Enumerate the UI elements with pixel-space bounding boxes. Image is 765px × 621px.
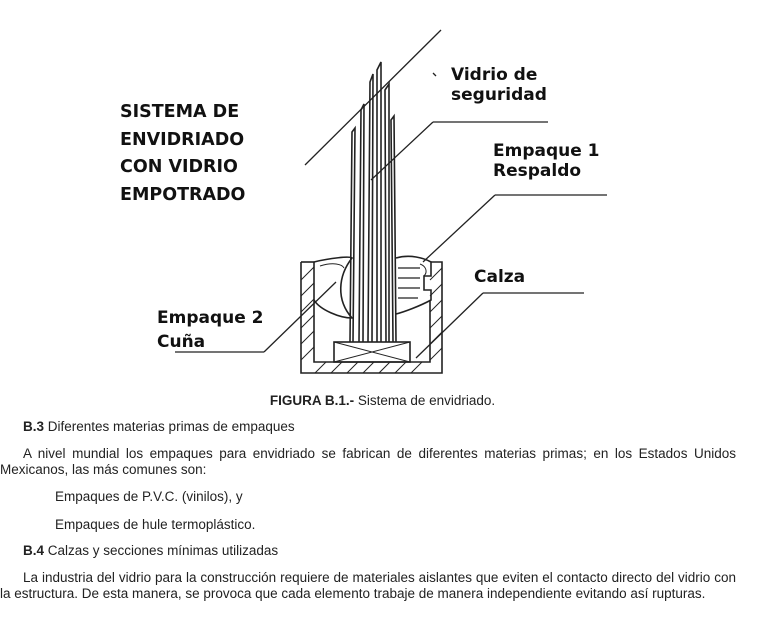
- system-title-line: ENVIDRIADO: [120, 129, 245, 150]
- label-line: Respaldo: [493, 161, 582, 182]
- label-gasket-1: [493, 141, 600, 182]
- caption-text: Sistema de envidriado.: [354, 393, 496, 408]
- system-title: [120, 99, 245, 209]
- list-item: Empaques de P.V.C. (vinilos), y: [55, 489, 243, 504]
- system-title-line: SISTEMA DE: [120, 102, 240, 122]
- system-title-line: EMPOTRADO: [120, 184, 246, 205]
- section-number: B.3: [23, 419, 45, 434]
- caption-number: FIGURA B.1.-: [269, 393, 355, 408]
- paragraph-setting-blocks: La industria del vidrio para la construcción requiere de materiales aislantes que eviten el contacto directo del vidrio con la estructura. De esta manera, se provoca que cada elemento trabaje de manera independiente evitando así rupturas.: [0, 570, 736, 601]
- section-number: B.4: [23, 543, 45, 558]
- list-item: Empaques de hule termoplástico.: [55, 517, 256, 532]
- backing-gasket: [396, 256, 431, 314]
- wedge-gasket: [314, 257, 352, 318]
- section-title: Diferentes materias primas de empaques: [44, 419, 295, 434]
- section-heading-b3: [23, 419, 295, 435]
- figure-caption: [0, 393, 765, 408]
- glass-panes: [350, 62, 396, 342]
- system-title-line: CON VIDRIO: [120, 157, 238, 177]
- label-line: Empaque 2: [157, 308, 264, 328]
- label-line: Cuña: [157, 332, 206, 352]
- label-gasket-2: [157, 306, 264, 354]
- section-heading-b4: [23, 543, 278, 559]
- label-safety-glass: [451, 65, 547, 106]
- label-line: Calza: [474, 267, 526, 287]
- section-title: Calzas y secciones mínimas utilizadas: [44, 543, 279, 558]
- label-line: Vidrio de: [451, 65, 538, 85]
- label-line: seguridad: [451, 85, 547, 106]
- paragraph-materials: A nivel mundial los empaques para envidriado se fabrican de diferentes materias primas; en los Estados Unidos Mexicanos, las más comunes son:: [0, 446, 736, 477]
- label-setting-block: [474, 267, 525, 287]
- label-line: Empaque 1: [493, 141, 600, 161]
